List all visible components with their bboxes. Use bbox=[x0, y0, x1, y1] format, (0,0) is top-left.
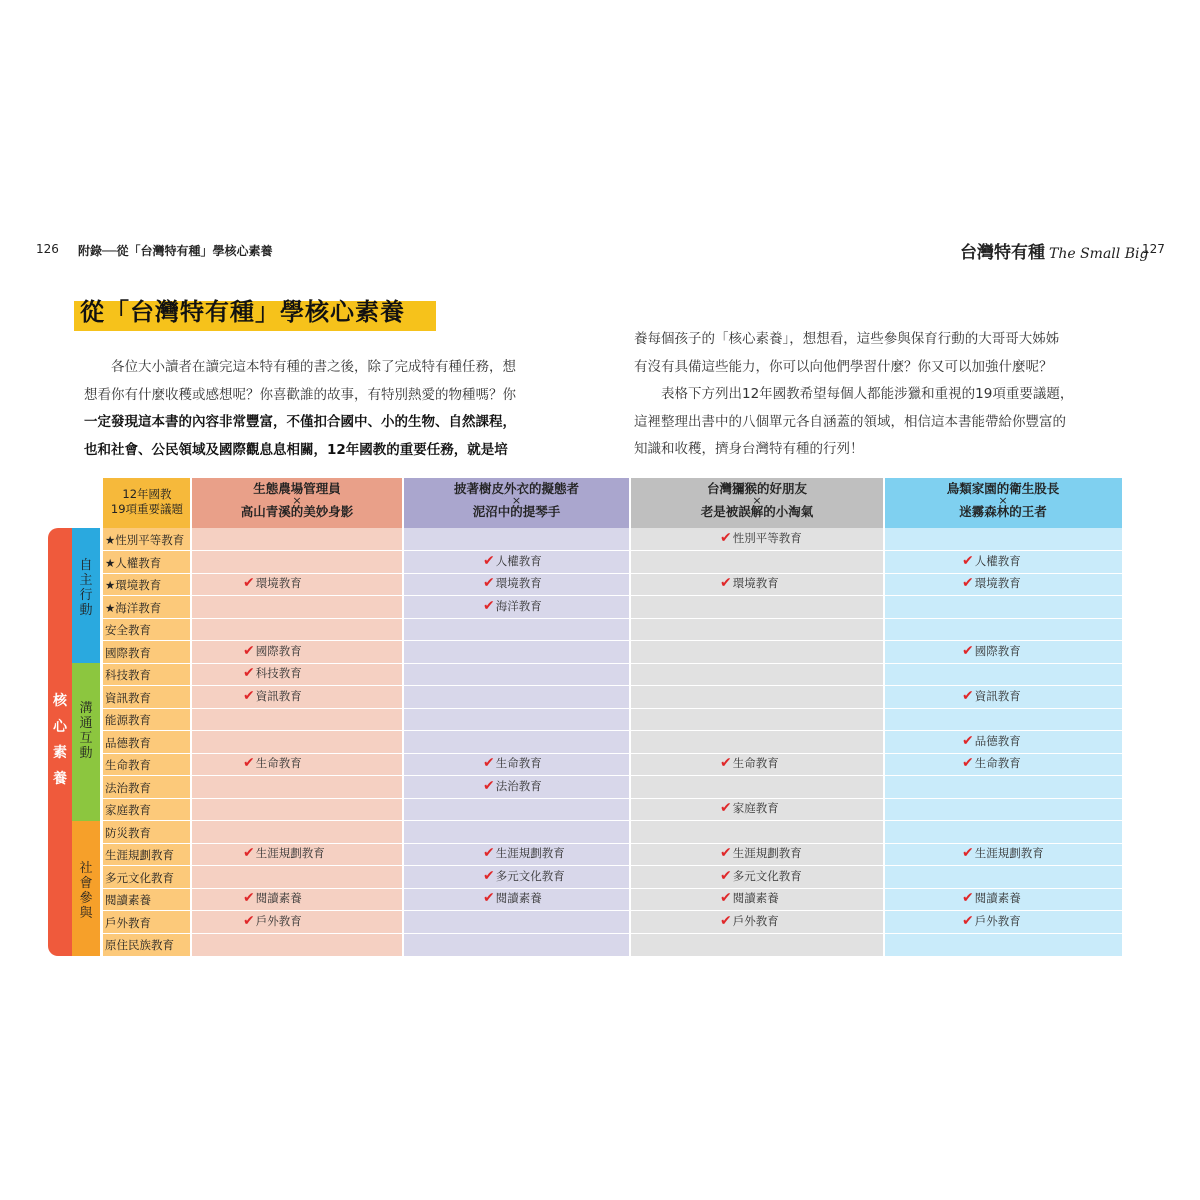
running-head: 附錄──從「台灣特有種」學核心素養 bbox=[78, 244, 273, 258]
check-mark-label: 科技教育 bbox=[255, 666, 302, 680]
check-mark-label: 生涯規劃教育 bbox=[732, 846, 802, 860]
intro-left-column bbox=[84, 354, 574, 464]
corner-line: 12年國教 bbox=[122, 487, 172, 501]
topic-label: 生命教育 bbox=[105, 758, 151, 772]
check-mark-item bbox=[962, 643, 1021, 659]
check-mark-label: 多元文化教育 bbox=[732, 868, 802, 883]
check-mark-item bbox=[962, 845, 1044, 861]
checkmark-icon: ✔ bbox=[483, 777, 495, 794]
group-label: 自主行動 bbox=[79, 558, 93, 618]
topic-label: ★性別平等教育 bbox=[105, 533, 185, 547]
checkmark-icon: ✔ bbox=[720, 845, 732, 861]
check-mark-label: 國際教育 bbox=[974, 643, 1021, 658]
unit-subtitle: 泥沼中的提琴手 bbox=[472, 503, 561, 519]
topic-label: 生涯規劃教育 bbox=[105, 848, 174, 862]
check-mark-item bbox=[962, 755, 1021, 771]
unit-subtitle: 迷霧森林的王者 bbox=[959, 503, 1047, 519]
checkmark-icon: ✔ bbox=[243, 755, 255, 771]
check-mark-item bbox=[720, 800, 779, 816]
topic-label: 科技教育 bbox=[105, 668, 151, 682]
check-mark-item bbox=[483, 553, 542, 569]
topic-label: 防災教育 bbox=[105, 825, 151, 840]
topic-label: ★環境教育 bbox=[105, 578, 162, 592]
checkmark-icon: ✔ bbox=[243, 687, 255, 704]
row-divider bbox=[100, 865, 1122, 866]
checkmark-icon: ✔ bbox=[243, 665, 255, 681]
check-mark-item bbox=[243, 845, 325, 861]
row-divider bbox=[100, 933, 1122, 934]
core-competency-label bbox=[48, 528, 72, 956]
check-mark-label: 生命教育 bbox=[974, 756, 1021, 770]
group-label: 溝通互動 bbox=[79, 701, 93, 761]
check-mark-label: 戶外教育 bbox=[732, 913, 779, 928]
check-mark-item bbox=[243, 688, 302, 704]
checkmark-icon: ✔ bbox=[962, 687, 974, 704]
check-mark-item bbox=[962, 553, 1021, 569]
check-mark-label: 性別平等教育 bbox=[732, 531, 802, 545]
check-mark-label: 環境教育 bbox=[974, 576, 1021, 590]
check-mark-item bbox=[720, 868, 802, 884]
check-mark-item bbox=[720, 530, 802, 546]
checkmark-icon: ✔ bbox=[483, 867, 495, 884]
check-mark-label: 生命教育 bbox=[255, 756, 302, 770]
check-mark-label: 多元文化教育 bbox=[495, 868, 565, 883]
check-mark-item bbox=[483, 575, 542, 591]
check-mark-item bbox=[962, 913, 1021, 929]
unit-column-header bbox=[191, 478, 403, 528]
unit-title: 披著樹皮外衣的擬態者 bbox=[453, 481, 579, 496]
check-mark-label: 生涯規劃教育 bbox=[974, 846, 1044, 860]
checkmark-icon: ✔ bbox=[720, 912, 732, 929]
check-mark-label: 生命教育 bbox=[732, 756, 779, 770]
checkmark-icon: ✔ bbox=[720, 755, 732, 771]
intro-line: 表格下方列出12年國教希望每個人都能涉獵和重視的19項重要議題， bbox=[634, 386, 1074, 402]
check-mark-label: 戶外教育 bbox=[974, 913, 1021, 928]
series-logo bbox=[960, 238, 1148, 263]
check-mark-label: 人權教育 bbox=[974, 553, 1021, 568]
check-mark-item bbox=[962, 688, 1021, 704]
times-sign: × bbox=[292, 493, 302, 507]
check-mark-label: 閱讀素養 bbox=[495, 891, 542, 905]
page-title-text: 從「台灣特有種」學核心素養 bbox=[80, 298, 405, 326]
check-mark-item bbox=[962, 733, 1021, 749]
unit-column-header bbox=[630, 478, 884, 528]
check-mark-label: 生涯規劃教育 bbox=[255, 846, 325, 860]
check-mark-item bbox=[720, 575, 779, 591]
times-sign: × bbox=[511, 493, 522, 507]
group-label: 社會參與 bbox=[79, 860, 93, 921]
intro-line: 這裡整理出書中的八個單元各自涵蓋的領域，相信這本書能帶給你豐富的 bbox=[634, 413, 1066, 430]
row-divider bbox=[100, 573, 1122, 574]
check-mark-label: 閱讀素養 bbox=[732, 891, 779, 905]
intro-right-column bbox=[634, 326, 1134, 464]
checkmark-icon: ✔ bbox=[720, 530, 732, 546]
check-mark-item bbox=[243, 665, 302, 681]
left-page-number: 126 bbox=[36, 242, 59, 256]
checkmark-icon: ✔ bbox=[720, 575, 732, 591]
check-mark-label: 家庭教育 bbox=[732, 801, 779, 815]
checkmark-icon: ✔ bbox=[483, 755, 495, 771]
topic-label: 國際教育 bbox=[105, 645, 151, 660]
checkmark-icon: ✔ bbox=[962, 575, 974, 591]
check-mark-item bbox=[243, 575, 302, 591]
check-mark-label: 環境教育 bbox=[255, 576, 302, 590]
row-divider bbox=[100, 730, 1122, 731]
row-divider bbox=[100, 663, 1122, 664]
row-divider bbox=[100, 708, 1122, 709]
group-strip bbox=[72, 821, 100, 956]
unit-column-header bbox=[403, 478, 630, 528]
core-competency-table bbox=[48, 478, 1122, 956]
check-mark-item bbox=[720, 890, 779, 906]
group-strip bbox=[72, 663, 100, 821]
check-mark-label: 資訊教育 bbox=[974, 688, 1021, 703]
check-mark-item bbox=[720, 755, 779, 771]
intro-line: 養每個孩子的「核心素養」，想想看，這些參與保育行動的大哥哥大姊姊 bbox=[634, 331, 1060, 347]
row-divider bbox=[100, 910, 1122, 911]
row-divider bbox=[100, 640, 1122, 641]
checkmark-icon: ✔ bbox=[962, 642, 974, 659]
topic-label: 能源教育 bbox=[105, 713, 151, 727]
checkmark-icon: ✔ bbox=[962, 912, 974, 929]
checkmark-icon: ✔ bbox=[720, 800, 732, 816]
group-strip bbox=[72, 528, 100, 663]
row-divider bbox=[100, 685, 1122, 686]
check-mark-item bbox=[720, 913, 779, 929]
checkmark-icon: ✔ bbox=[962, 755, 974, 771]
check-mark-label: 法治教育 bbox=[495, 778, 542, 793]
series-logo-zh: 台灣特有種 bbox=[960, 243, 1045, 263]
check-mark-item bbox=[483, 890, 542, 906]
unit-title: 台灣獼猴的好朋友 bbox=[706, 481, 807, 496]
checkmark-icon: ✔ bbox=[243, 845, 255, 861]
checkmark-icon: ✔ bbox=[962, 732, 974, 749]
checkmark-icon: ✔ bbox=[720, 890, 732, 906]
check-mark-label: 環境教育 bbox=[495, 576, 542, 590]
check-mark-item bbox=[483, 755, 542, 771]
checkmark-icon: ✔ bbox=[243, 890, 255, 906]
check-mark-item bbox=[243, 913, 302, 929]
core-competency-text: 核心素養 bbox=[53, 693, 67, 787]
check-mark-item bbox=[483, 778, 542, 794]
checkmark-icon: ✔ bbox=[720, 867, 732, 884]
check-mark-label: 生涯規劃教育 bbox=[495, 846, 565, 860]
check-mark-label: 閱讀素養 bbox=[974, 891, 1021, 905]
checkmark-icon: ✔ bbox=[243, 912, 255, 929]
row-divider bbox=[100, 843, 1122, 844]
row-divider bbox=[100, 753, 1122, 754]
times-sign: × bbox=[998, 493, 1008, 507]
check-mark-item bbox=[483, 845, 565, 861]
check-mark-item bbox=[243, 890, 302, 906]
intro-line: 也和社會、公民領域及國際觀息息相關，12年國教的重要任務，就是培 bbox=[84, 441, 508, 458]
row-divider bbox=[100, 775, 1122, 776]
check-mark-label: 國際教育 bbox=[255, 643, 302, 658]
right-page-number: 127 bbox=[1142, 242, 1165, 256]
check-mark-label: 資訊教育 bbox=[255, 688, 302, 703]
check-mark-item bbox=[243, 755, 302, 771]
checkmark-icon: ✔ bbox=[243, 575, 255, 591]
row-divider bbox=[100, 595, 1122, 596]
check-mark-label: 閱讀素養 bbox=[255, 891, 302, 905]
topic-label: 品德教育 bbox=[105, 735, 151, 750]
checkmark-icon: ✔ bbox=[962, 845, 974, 861]
row-divider bbox=[100, 820, 1122, 821]
topic-label: 家庭教育 bbox=[105, 803, 151, 817]
row-divider bbox=[100, 798, 1122, 799]
topic-label: 原住民族教育 bbox=[105, 938, 174, 952]
row-divider bbox=[100, 618, 1122, 619]
check-mark-item bbox=[720, 845, 802, 861]
checkmark-icon: ✔ bbox=[962, 552, 974, 569]
checkmark-icon: ✔ bbox=[483, 575, 495, 591]
checkmark-icon: ✔ bbox=[483, 552, 495, 569]
intro-line: 想看你有什麼收穫或感想呢？你喜歡誰的故事，有特別熱愛的物種嗎？你 bbox=[84, 386, 516, 403]
topic-label: 閱讀素養 bbox=[105, 893, 151, 907]
intro-line: 各位大小讀者在讀完這本特有種的書之後，除了完成特有種任務，想 bbox=[84, 359, 516, 375]
check-mark-label: 環境教育 bbox=[732, 576, 779, 590]
unit-title: 生態農場管理員 bbox=[253, 481, 341, 496]
check-mark-label: 生命教育 bbox=[495, 756, 542, 770]
page-title bbox=[74, 295, 405, 331]
topic-label: ★人權教育 bbox=[105, 555, 162, 570]
check-mark-label: 海洋教育 bbox=[495, 598, 542, 613]
unit-subtitle: 老是被誤解的小淘氣 bbox=[700, 503, 814, 519]
checkmark-icon: ✔ bbox=[483, 845, 495, 861]
intro-line: 知識和收穫，擠身台灣特有種的行列！ bbox=[634, 441, 864, 457]
check-mark-item bbox=[243, 643, 302, 659]
check-mark-label: 人權教育 bbox=[495, 553, 542, 568]
topic-label: ★海洋教育 bbox=[105, 600, 162, 615]
checkmark-icon: ✔ bbox=[483, 890, 495, 906]
check-mark-item bbox=[483, 868, 565, 884]
row-divider bbox=[100, 550, 1122, 551]
checkmark-icon: ✔ bbox=[483, 597, 495, 614]
unit-subtitle: 高山青溪的美妙身影 bbox=[240, 503, 354, 519]
checkmark-icon: ✔ bbox=[243, 642, 255, 659]
intro-line: 一定發現這本書的內容非常豐富，不僅扣合國中、小的生物、自然課程， bbox=[84, 414, 516, 430]
checkmark-icon: ✔ bbox=[962, 890, 974, 906]
row-divider bbox=[100, 888, 1122, 889]
topic-label: 資訊教育 bbox=[105, 690, 151, 705]
topic-label: 法治教育 bbox=[105, 780, 151, 795]
topic-label: 多元文化教育 bbox=[105, 870, 174, 885]
check-mark-item bbox=[962, 575, 1021, 591]
corner-line: 19項重要議題 bbox=[110, 502, 184, 516]
topic-label: 安全教育 bbox=[105, 623, 151, 637]
unit-title: 鳥類家園的衛生股長 bbox=[946, 481, 1060, 496]
series-logo-en: The Small Big bbox=[1049, 246, 1149, 262]
check-mark-item bbox=[483, 598, 542, 614]
topic-label: 戶外教育 bbox=[105, 915, 151, 930]
check-mark-label: 戶外教育 bbox=[255, 913, 302, 928]
unit-column-header bbox=[884, 478, 1122, 528]
times-sign: × bbox=[752, 493, 762, 507]
intro-line: 有沒有具備這些能力，你可以向他們學習什麼？你又可以加強什麼呢？ bbox=[634, 358, 1053, 375]
check-mark-item bbox=[962, 890, 1021, 906]
table-corner-header bbox=[103, 478, 191, 528]
check-mark-label: 品德教育 bbox=[974, 733, 1021, 748]
